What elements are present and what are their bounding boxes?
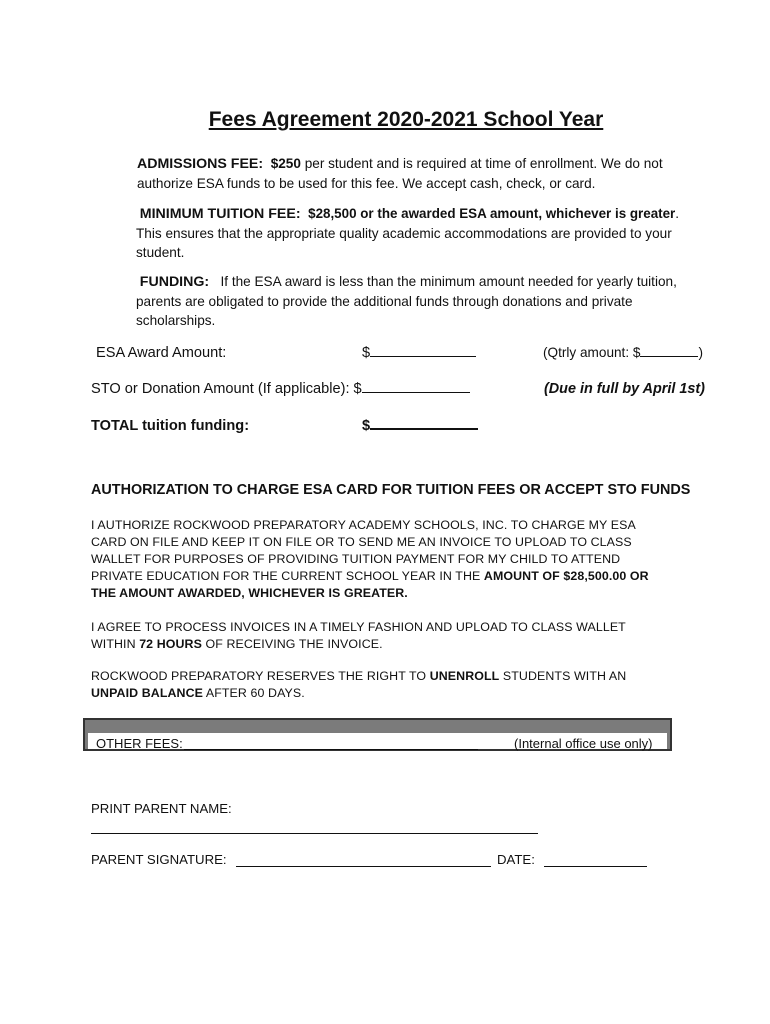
authorization-heading: AUTHORIZATION TO CHARGE ESA CARD FOR TUITION FEES OR ACCEPT STO FUNDS — [91, 482, 691, 498]
auth-whichever-bold: THE AMOUNT AWARDED, WHICHEVER IS GREATER. — [91, 586, 408, 600]
agree-line-1: I AGREE TO PROCESS INVOICES IN A TIMELY FASHION AND UPLOAD TO CLASS WALLET — [91, 620, 626, 634]
auth-line-3: WALLET FOR PURPOSES OF PROVIDING TUITION PAYMENT FOR MY CHILD TO ATTEND — [91, 552, 621, 566]
sto-donation-field[interactable] — [91, 381, 470, 397]
reserve-unpaid-balance: UNPAID BALANCE — [91, 686, 203, 700]
office-use-box — [83, 718, 672, 751]
funding-paragraph — [136, 272, 726, 330]
authorization-paragraph-1 — [91, 517, 691, 602]
reserve-post-2: AFTER 60 DAYS. — [203, 686, 305, 700]
authorization-paragraph-3 — [91, 668, 691, 702]
admissions-fee-text-2: authorize ESA funds to be used for this fee. We accept cash, check, or card. — [137, 176, 596, 191]
esa-dollar: $ — [362, 345, 371, 361]
total-funding-field[interactable] — [362, 418, 478, 434]
auth-amount-bold: AMOUNT OF $28,500.00 OR — [483, 569, 649, 583]
internal-office-note: (Internal office use only) — [514, 736, 653, 751]
funding-label: FUNDING: — [139, 274, 210, 290]
tuition-fee-amount: $28,500 or the awarded ESA amount, whichever is greater — [308, 206, 676, 221]
print-parent-name-line[interactable] — [91, 833, 538, 834]
other-fees-label: OTHER FEES: — [96, 736, 183, 751]
auth-line-4: PRIVATE EDUCATION FOR THE CURRENT SCHOOL YEAR IN THE — [91, 569, 484, 583]
page-title: Fees Agreement 2020-2021 School Year — [208, 108, 604, 131]
total-dollar: $ — [362, 418, 371, 434]
tuition-fee-text-2: This ensures that the appropriate quality academic accommodations are provided to your — [136, 226, 672, 241]
admissions-fee-paragraph — [137, 154, 727, 193]
funding-text-2: parents are obligated to provide the additional funds through donations and private — [136, 294, 633, 309]
tuition-fee-text-3: student. — [136, 245, 185, 260]
esa-award-field[interactable] — [362, 345, 476, 361]
admissions-fee-text: per student and is required at time of enrollment. We do not — [300, 156, 663, 171]
print-parent-name-label: PRINT PARENT NAME: — [91, 801, 232, 816]
reserve-pre: ROCKWOOD PREPARATORY RESERVES THE RIGHT TO — [91, 669, 430, 683]
tuition-fee-paragraph — [136, 204, 726, 262]
date-label: DATE: — [497, 852, 535, 867]
agree-post: OF RECEIVING THE INVOICE. — [201, 637, 383, 651]
authorization-paragraph-2 — [91, 619, 691, 653]
reserve-post-1: STUDENTS WITH AN — [499, 669, 627, 683]
esa-award-label: ESA Award Amount: — [96, 345, 227, 361]
tuition-fee-label: MINIMUM TUITION FEE: — [139, 206, 301, 222]
sto-donation-label: STO or Donation Amount (If applicable): $ — [91, 381, 362, 397]
tuition-period: . — [675, 206, 680, 221]
agree-72-hours: 72 HOURS — [139, 637, 202, 651]
agree-within: WITHIN — [91, 637, 140, 651]
office-use-inner — [88, 733, 667, 749]
reserve-unenroll: UNENROLL — [429, 669, 500, 683]
auth-line-2: CARD ON FILE AND KEEP IT ON FILE OR TO SEND ME AN INVOICE TO UPLOAD TO CLASS — [91, 535, 632, 549]
parent-signature-label: PARENT SIGNATURE: — [91, 852, 227, 867]
funding-text-3: scholarships. — [136, 313, 216, 328]
qtrly-prefix: (Qtrly amount: $ — [543, 345, 641, 360]
date-line[interactable] — [544, 866, 647, 867]
funding-text-1: If the ESA award is less than the minimum amount needed for yearly tuition, — [220, 274, 677, 289]
admissions-fee-amount: $250 — [270, 156, 301, 171]
parent-signature-line[interactable] — [236, 866, 491, 867]
auth-line-1: I AUTHORIZE ROCKWOOD PREPARATORY ACADEMY SCHOOLS, INC. TO CHARGE MY ESA — [91, 518, 636, 532]
other-fees-line[interactable] — [184, 749, 478, 750]
total-funding-label: TOTAL tuition funding: — [91, 418, 250, 434]
admissions-fee-label: ADMISSIONS FEE: — [137, 156, 264, 172]
due-note: (Due in full by April 1st) — [544, 381, 705, 397]
qtrly-suffix: ) — [698, 345, 703, 360]
qtrly-amount-field[interactable] — [543, 345, 703, 360]
